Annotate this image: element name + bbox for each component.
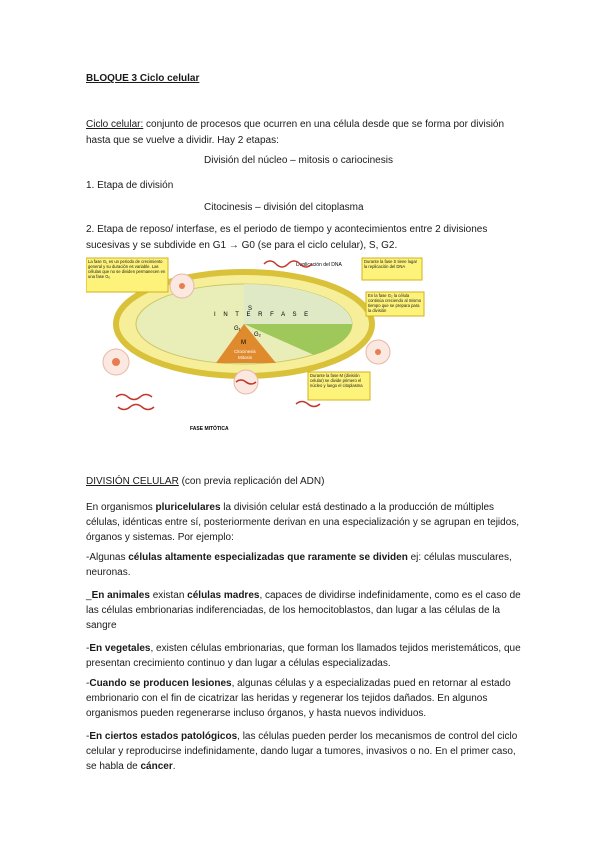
- division-heading: DIVISIÓN CELULAR (con previa replicación del ADN): [86, 476, 325, 487]
- s-label: S: [248, 306, 253, 312]
- nucleus-icon: [112, 358, 120, 366]
- g2-label: G₂: [254, 332, 261, 338]
- nucleus-icon: [375, 349, 381, 355]
- chromosome-icon: [296, 402, 320, 407]
- dna-duplication-label: Duplicación del DNA: [296, 262, 342, 268]
- ciclo-definition: Ciclo celular: conjunto de procesos que ocurren en una célula desde que se forma por división hasta que se vuelve a dividir. Hay 2 etapas:: [86, 119, 505, 146]
- citocinesis-label: Citocinesis: [234, 349, 256, 354]
- stage-2: 2. Etapa de reposo/ interfase, es el periodo de tiempo y acontecimientos entre 2 divisiones sucesivas y se subdivide en G1 → G0 (se para el ciclo celular), S, G2.: [86, 224, 488, 251]
- stage-cyto: Citocinesis – división del citoplasma: [204, 202, 364, 213]
- fase-mitotica-label: FASE MITÓTICA: [190, 426, 229, 432]
- interfase-label: I N T E R F A S E: [214, 312, 312, 318]
- chromosome-icon: [116, 395, 152, 400]
- para-animales: _En animales existan células madres, capaces de dividirse indefinidamente, como es el caso de las células embrionarias indiferenciadas, de los hemocitoblastos, dan lugar a las células de la sangre: [86, 590, 521, 631]
- stage-nucleus: División del núcleo – mitosis o cariocinesis: [204, 155, 393, 166]
- para-vegetales: -En vegetales, existen células embrionarias, que forman los llamados tejidos meristemáticos, que presentan crecimiento continuo y dan lugar a células especializadas.: [86, 643, 521, 669]
- g1-label: G₁: [234, 326, 241, 332]
- cell-cycle-figure: La fase G₁ es un periodo de crecimiento general y su duración es variable. Las células que no se dividen permanecen en una fase G₀ Durante la fase S tiene lugar la replicación del DNA En la fase G₂ la célula continúa creciendo al mismo tiempo que se prepara para la división Durante la fase M (división celular) se divide primero el núcleo y luego el citoplasma Duplicación del DNA I N T E R F A S E G₁ S G₂ M Citocinesis Mitosis FASE MITÓTICA: [86, 252, 426, 438]
- chromosome-icon: [118, 405, 154, 410]
- ciclo-term: Ciclo celular:: [86, 119, 144, 130]
- stage-1: 1. Etapa de división: [86, 180, 174, 191]
- mitosis-label: Mitosis: [238, 355, 253, 360]
- m-label: M: [241, 340, 246, 346]
- para-especializadas: -Algunas células altamente especializadas que raramente se dividen ej: células musculares, neuronas.: [86, 552, 512, 578]
- para-lesiones: -Cuando se producen lesiones, algunas células y a especializadas pued en retornar al estado embrionario con el fin de cicatrizar las heridas y regenerar los tejidos dañados. En algunos organismos pueden regenerarse incluso órganos, y hasta nuevos individuos.: [86, 678, 511, 719]
- para-patologicos: -En ciertos estados patológicos, las células pueden perder los mecanismos de control del ciclo celular y reproducirse indefinidamente, dando lugar a tumores, invasivos o no. En el primer caso, se habla de cáncer.: [86, 731, 518, 772]
- para-pluricelulares: En organismos pluricelulares la división celular está destinado a la producción de múltiples células, idénticas entre sí, posteriormente derivan en una especialización y se agrupan en tejidos, órganos y sistemas. Por ejemplo:: [86, 502, 520, 543]
- page-title: BLOQUE 3 Ciclo celular: [86, 73, 200, 84]
- nucleus-icon: [179, 283, 185, 289]
